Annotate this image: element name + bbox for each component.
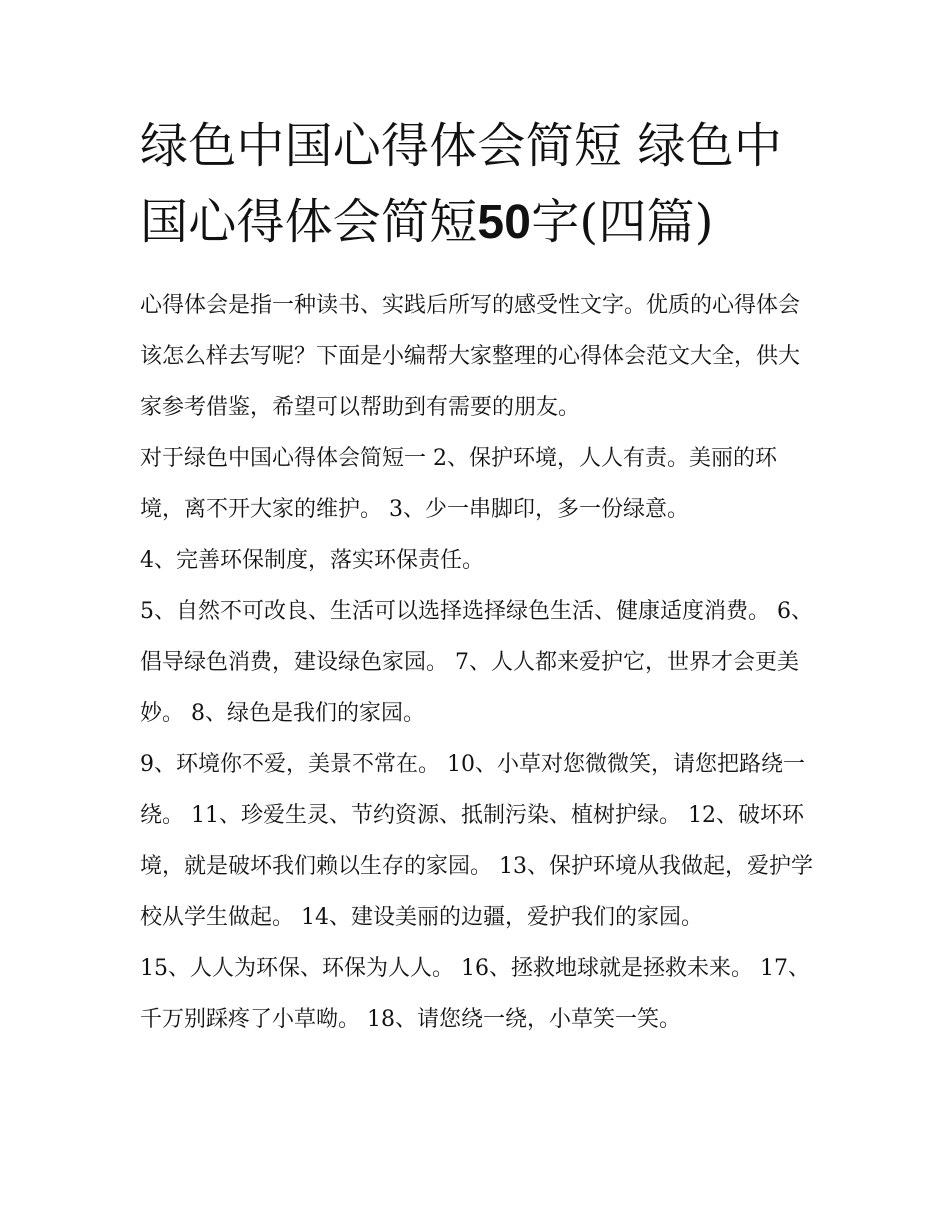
document-title — [140, 108, 820, 261]
title-number: 50 — [477, 196, 532, 249]
paragraph-slogans-3: 5、自然不可改良、生活可以选择选择绿色生活、健康适度消费。 6、倡导绿色消费，建设绿色家园。 7、人人都来爱护它，世界才会更美妙。 8、绿色是我们的家园。 — [140, 599, 813, 726]
paragraph-slogans-1: 对于绿色中国心得体会简短一 2、保护环境，人人有责。美丽的环境，离不开大家的维护。 3、少一串脚印，多一份绿意。 — [140, 446, 777, 522]
document-body — [140, 280, 820, 1045]
title-text-part1: 绿色中国心得体会简短 绿色中国心得体会简短 — [140, 118, 783, 250]
paragraph-intro: 心得体会是指一种读书、实践后所写的感受性文字。优质的心得体会该怎么样去写呢？下面是小编帮大家整理的心得体会范文大全，供大家参考借鉴，希望可以帮助到有需要的朋友。 — [140, 293, 801, 420]
paragraph-slogans-5: 15、人人为环保、环保为人人。 16、拯救地球就是拯救未来。 17、千万别踩疼了小草呦。 18、请您绕一绕，小草笑一笑。 — [140, 956, 810, 1032]
title-text-part2: 字(四篇) — [531, 194, 714, 250]
paragraph-slogans-4: 9、环境你不爱，美景不常在。 10、小草对您微微笑，请您把路绕一绕。 11、珍爱生灵、节约资源、抵制污染、植树护绿。 12、破坏环境，就是破坏我们赖以生存的家园。 13、保护环境从我做起，爱护学校从学生做起。 14、建设美丽的边疆，爱护我们的家园。 — [140, 752, 813, 930]
paragraph-slogans-2: 4、完善环保制度，落实环保责任。 — [140, 548, 484, 573]
